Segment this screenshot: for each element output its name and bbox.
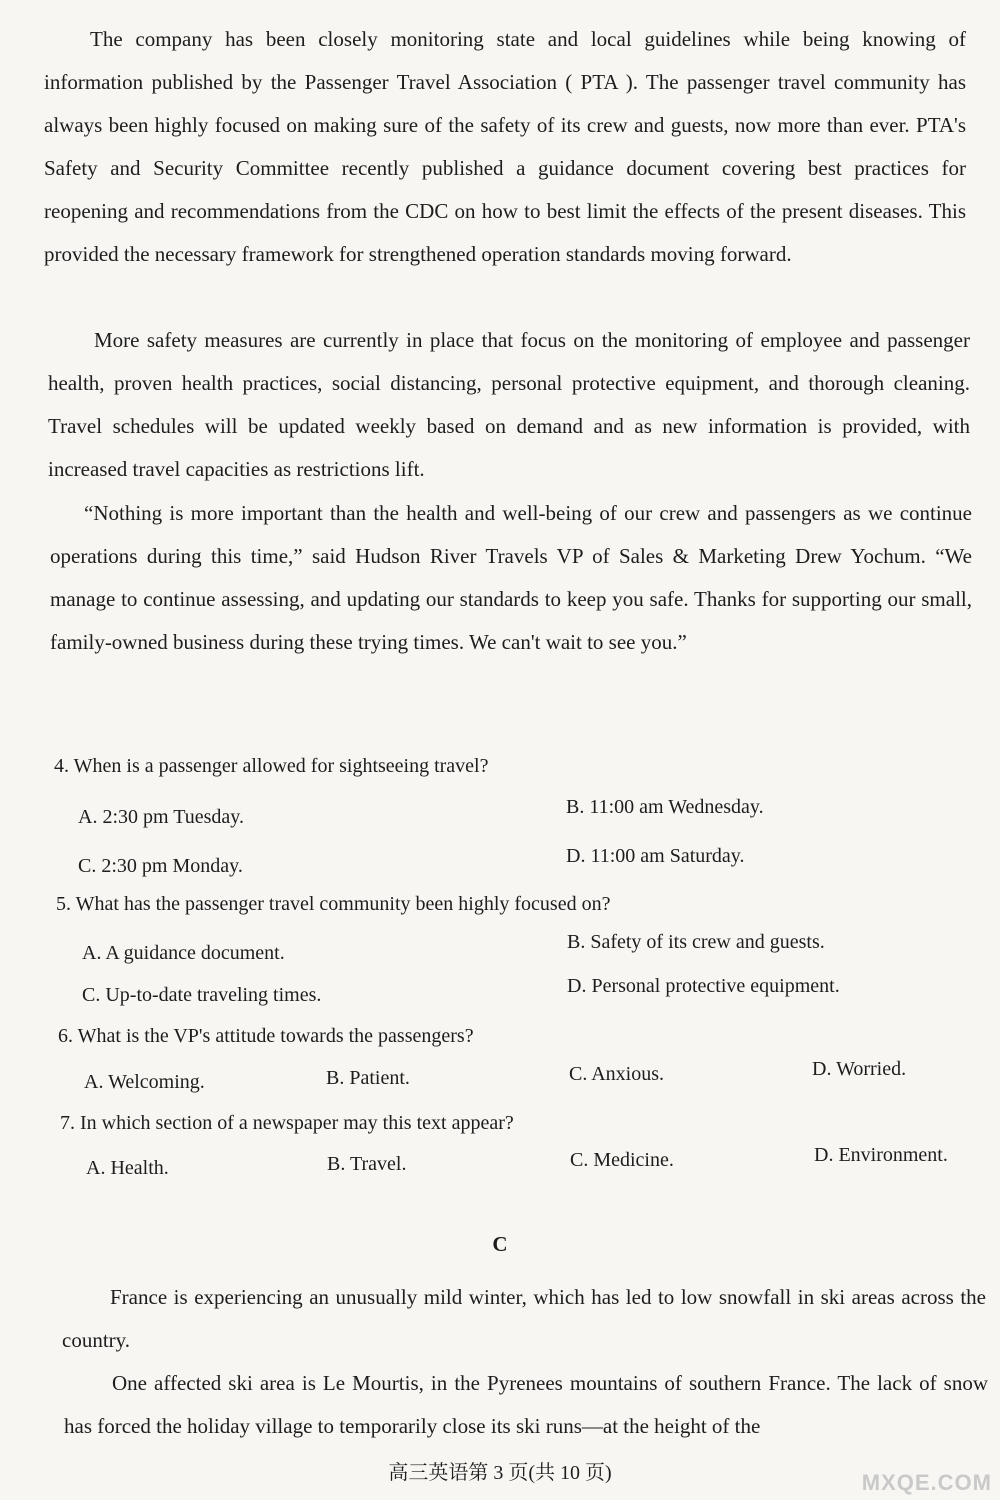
question-5-option-a[interactable]: A. A guidance document. [82,942,285,964]
question-7-option-b[interactable]: B. Travel. [327,1153,407,1175]
question-7-option-a[interactable]: A. Health. [86,1157,169,1179]
question-6-stem: 6. What is the VP's attitude towards the passengers? [58,1025,474,1047]
question-6-option-a[interactable]: A. Welcoming. [84,1071,205,1093]
question-4-option-d[interactable]: D. 11:00 am Saturday. [566,845,745,867]
passage-paragraph-3: “Nothing is more important than the health and well-being of our crew and passengers as we continue operations during this time,” said Hudson River Travels VP of Sales & Marketing Drew Yochum. “We manage to continue assessing, and updating our standards to keep you safe. Thanks for supporting our small, family-owned business during these trying times. We can't wait to see you.” [50,501,972,654]
question-4-option-a[interactable]: A. 2:30 pm Tuesday. [78,806,244,828]
question-5-option-d[interactable]: D. Personal protective equipment. [567,975,840,997]
section-c-heading: C [492,1232,508,1256]
question-4-option-c[interactable]: C. 2:30 pm Monday. [78,855,243,877]
question-6-option-b[interactable]: B. Patient. [326,1067,410,1089]
section-c-paragraph-1: France is experiencing an unusually mild winter, which has led to low snowfall in ski areas across the country. [62,1285,986,1352]
question-7-option-d[interactable]: D. Environment. [814,1144,948,1166]
passage-paragraph-2: More safety measures are currently in place that focus on the monitoring of employee and passenger health, proven health practices, social distancing, personal protective equipment, and thorough cleaning. Travel schedules will be updated weekly based on demand and as new information is provided, with increased travel capacities as restrictions lift. [48,328,970,481]
question-4-stem: 4. When is a passenger allowed for sightseeing travel? [54,755,489,777]
question-5-option-c[interactable]: C. Up-to-date traveling times. [82,984,322,1006]
question-4-option-b[interactable]: B. 11:00 am Wednesday. [566,796,764,818]
question-6-option-d[interactable]: D. Worried. [812,1058,907,1080]
section-c-paragraph-2: One affected ski area is Le Mourtis, in the Pyrenees mountains of southern France. The lack of snow has forced the holiday village to temporarily close its ski runs—at the height of the [64,1371,988,1438]
question-6-option-c[interactable]: C. Anxious. [569,1063,665,1085]
page-footer: 高三英语第 3 页(共 10 页) [388,1462,612,1484]
question-7-option-c[interactable]: C. Medicine. [570,1149,674,1171]
question-5-option-b[interactable]: B. Safety of its crew and guests. [567,931,825,953]
watermark-text: MXQE.COM [861,1470,992,1495]
question-5-stem: 5. What has the passenger travel community been highly focused on? [56,893,611,915]
passage-paragraph-1: The company has been closely monitoring state and local guidelines while being knowing of information published by the Passenger Travel Association ( PTA ). The passenger travel community has always been highly focused on making sure of the safety of its crew and guests, now more than ever. PTA's Safety and Security Committee recently published a guidance document covering best practices for reopening and recommendations from the CDC on how to best limit the effects of the present diseases. This provided the necessary framework for strengthened operation standards moving forward. [44,27,966,266]
question-7-stem: 7. In which section of a newspaper may this text appear? [60,1112,514,1134]
